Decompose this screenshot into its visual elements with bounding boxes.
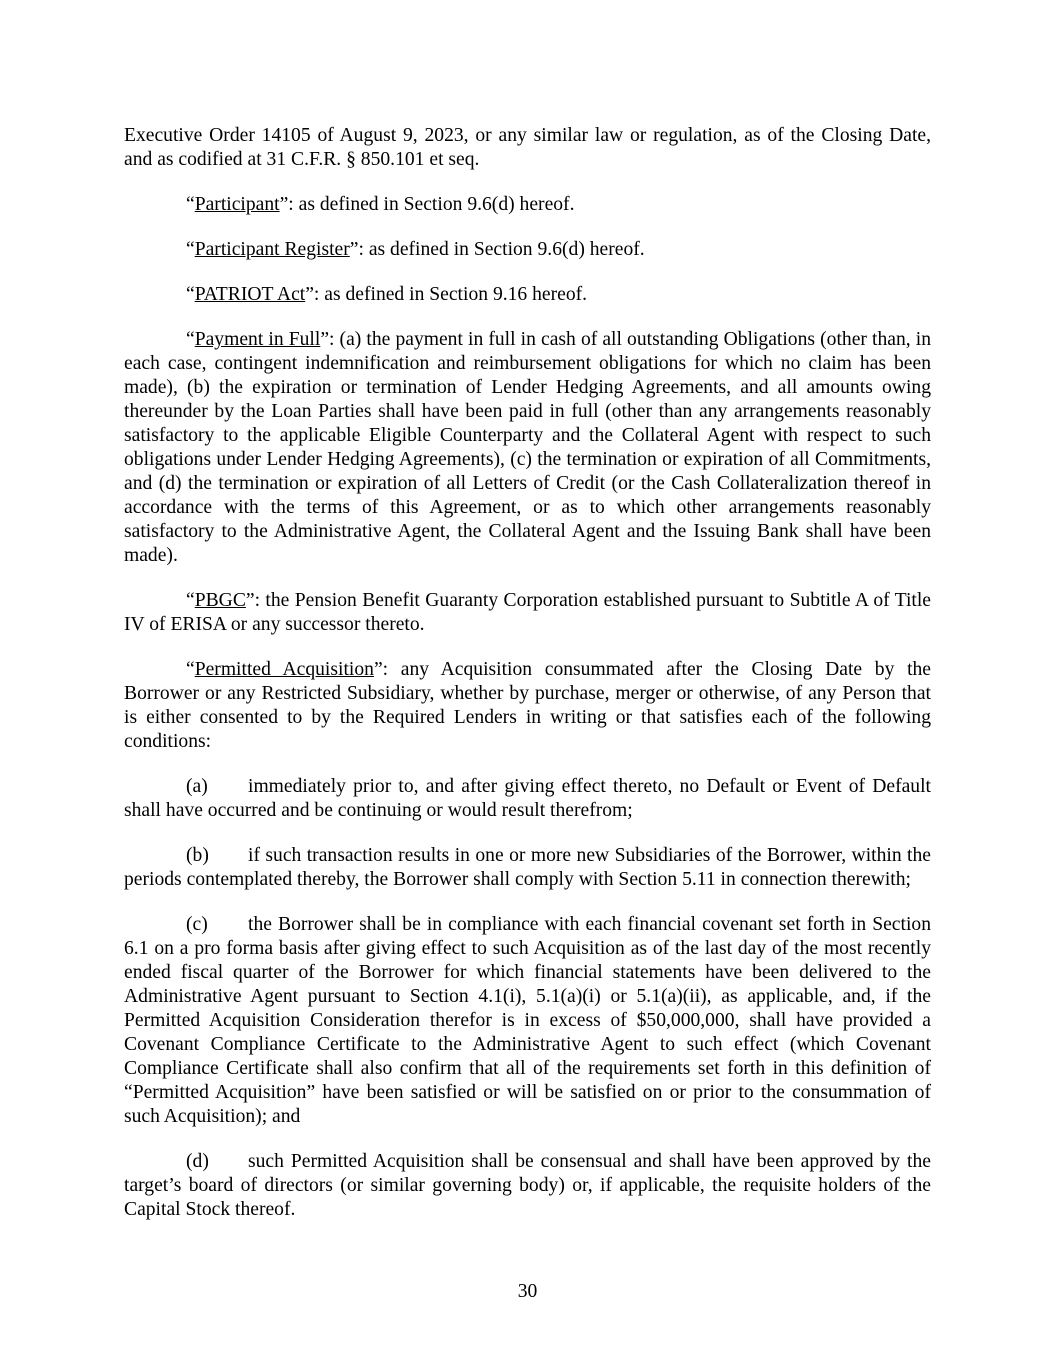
definition-body: ”: as defined in Section 9.6(d) hereof.: [349, 239, 645, 260]
definition-patriot-act: [124, 283, 931, 307]
open-quote: “: [186, 284, 195, 305]
definition-body: ”: the Pension Benefit Guaranty Corporation established pursuant to Subtitle A of Title IV of ERISA or any successor thereto.: [124, 590, 931, 635]
definition-pbgc: [124, 589, 931, 637]
defined-term: Payment in Full: [194, 329, 321, 350]
condition-a: [124, 775, 931, 823]
condition-label: (a): [186, 776, 208, 797]
definition-payment-in-full: [124, 328, 931, 568]
condition-label: (d): [186, 1151, 209, 1172]
open-quote: “: [186, 659, 195, 680]
condition-label: (b): [186, 845, 209, 866]
condition-b: [124, 844, 931, 892]
open-quote: “: [186, 194, 195, 215]
definition-body: ”: as defined in Section 9.16 hereof.: [305, 284, 588, 305]
defined-term: PATRIOT Act: [194, 284, 306, 305]
defined-term: Permitted Acquisition: [194, 659, 374, 680]
definition-body: ”: as defined in Section 9.6(d) hereof.: [279, 194, 575, 215]
document-page: [124, 124, 931, 1222]
defined-term: Participant: [194, 194, 280, 215]
condition-text: such Permitted Acquisition shall be consensual and shall have been approved by the target’s board of directors (or similar governing body) or, if applicable, the requisite holders of the Capital Stock thereof.: [124, 1151, 931, 1220]
definition-body: ”: (a) the payment in full in cash of all outstanding Obligations (other than, in each case, contingent indemnification and reimbursement obligations for which no claim has been made), (b) the expiration or termination of Lender Hedging Agreements, and all amounts owing thereunder by the Loan Parties shall have been paid in full (other than any arrangements reasonably satisfactory to the applicable Eligible Counterparty and the Collateral Agent with respect to such obligations under Lender Hedging Agreements), (c) the termination or expiration of all Commitments, and (d) the termination or expiration of all Letters of Credit (or the Cash Collateralization thereof in accordance with the terms of this Agreement, or as to which other arrangements reasonably satisfactory to the Administrative Agent, the Collateral Agent and the Issuing Bank shall have been made).: [124, 329, 931, 566]
definition-permitted-acquisition: [124, 658, 931, 754]
condition-text: immediately prior to, and after giving effect thereto, no Default or Event of Default shall have occurred and be continuing or would result therefrom;: [124, 776, 931, 821]
continuation-paragraph: Executive Order 14105 of August 9, 2023, or any similar law or regulation, as of the Closing Date, and as codified at 31 C.F.R. § 850.101 et seq.: [124, 125, 931, 170]
condition-label: (c): [186, 914, 208, 935]
page-number: 30: [517, 1281, 538, 1302]
condition-d: [124, 1150, 931, 1222]
condition-c: [124, 913, 931, 1129]
defined-term: Participant Register: [194, 239, 350, 260]
definition-participant-register: [124, 238, 931, 262]
definition-participant: [124, 193, 931, 217]
defined-term: PBGC: [194, 590, 246, 611]
open-quote: “: [186, 239, 195, 260]
condition-text: if such transaction results in one or more new Subsidiaries of the Borrower, within the periods contemplated thereby, the Borrower shall comply with Section 5.11 in connection therewith;: [124, 845, 931, 890]
open-quote: “: [186, 590, 195, 611]
open-quote: “: [186, 329, 195, 350]
condition-text: the Borrower shall be in compliance with each financial covenant set forth in Section 6.1 on a pro forma basis after giving effect to such Acquisition as of the last day of the most recently ended fiscal quarter of the Borrower for which financial statements have been delivered to the Administrative Agent pursuant to Section 4.1(i), 5.1(a)(i) or 5.1(a)(ii), as applicable, and, if the Permitted Acquisition Consideration therefor is in excess of $50,000,000, shall have provided a Covenant Compliance Certificate to the Administrative Agent to such effect (which Covenant Compliance Certificate shall also confirm that all of the requirements set forth in this definition of “Permitted Acquisition” have been satisfied or will be satisfied on or prior to the consummation of such Acquisition); and: [124, 914, 931, 1127]
definition-body: ”: any Acquisition consummated after the Closing Date by the Borrower or any Restricted Subsidiary, whether by purchase, merger or otherwise, of any Person that is either consented to by the Required Lenders in writing or that satisfies each of the following conditions:: [124, 659, 932, 752]
